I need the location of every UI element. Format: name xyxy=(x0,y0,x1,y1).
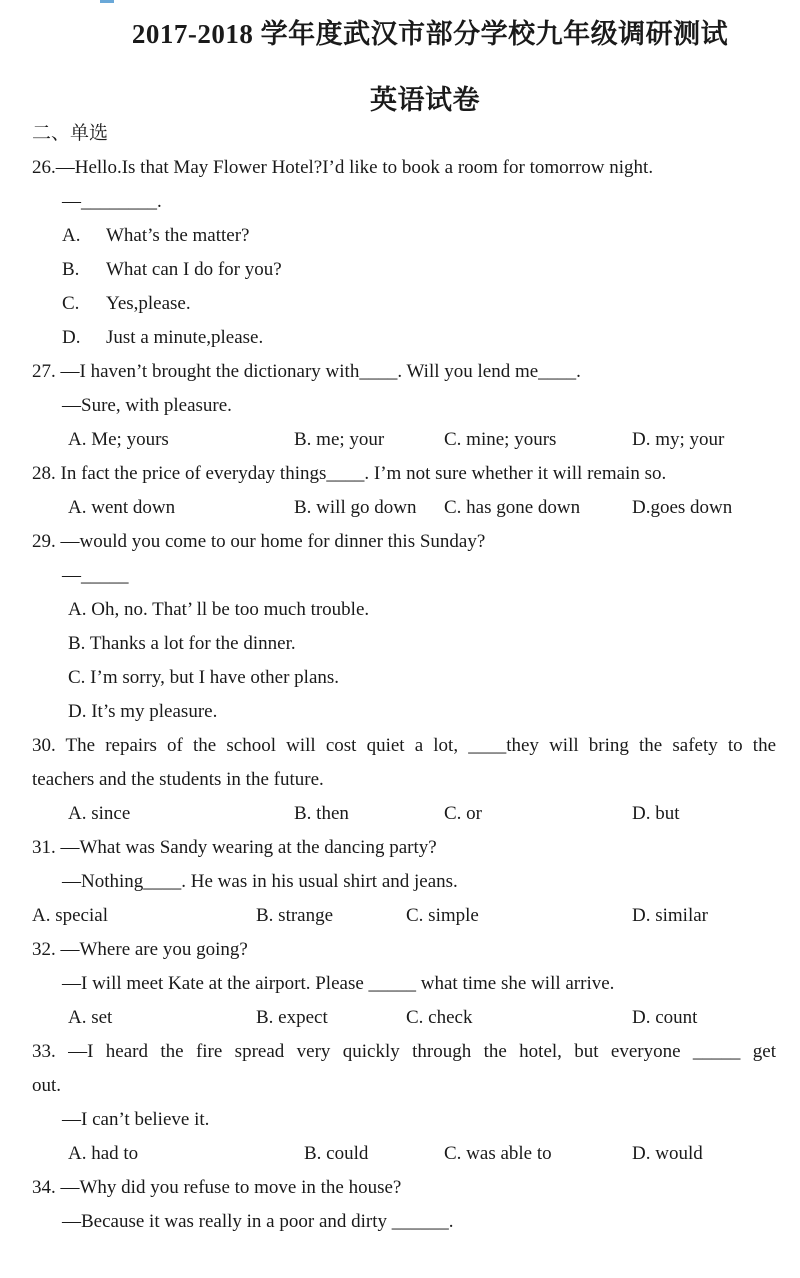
question-26-stem: 26.—Hello.Is that May Flower Hotel?I’d like to book a room for tomorrow night. xyxy=(32,157,654,178)
question-29-option-d[interactable]: D. It’s my pleasure. xyxy=(68,701,218,722)
question-31-option-a[interactable]: A. special xyxy=(32,905,108,926)
question-28-option-b[interactable]: B. will go down xyxy=(294,497,417,518)
question-32-stem: 32. —Where are you going? xyxy=(32,939,248,960)
question-33-option-b[interactable]: B. could xyxy=(304,1143,369,1164)
question-28-option-d[interactable]: D.goes down xyxy=(632,497,733,518)
question-33-option-c[interactable]: C. was able to xyxy=(444,1143,552,1164)
question-28-option-c[interactable]: C. has gone down xyxy=(444,497,581,518)
question-34-stem: 34. —Why did you refuse to move in the house? xyxy=(32,1177,402,1198)
question-27-stem: 27. —I haven’t brought the dictionary with____. Will you lend me____. xyxy=(32,361,581,382)
question-27-answer-line: —Sure, with pleasure. xyxy=(62,395,232,416)
question-30-stem-cont: teachers and the students in the future. xyxy=(32,769,324,790)
question-34-answer-line: —Because it was really in a poor and dirty ______. xyxy=(62,1211,454,1232)
question-32-option-b[interactable]: B. expect xyxy=(256,1007,328,1028)
scan-mark xyxy=(100,0,114,3)
question-31-stem: 31. —What was Sandy wearing at the dancing party? xyxy=(32,837,437,858)
question-31-option-d[interactable]: D. similar xyxy=(632,905,708,926)
question-32-option-a[interactable]: A. set xyxy=(68,1007,113,1028)
question-28-option-a[interactable]: A. went down xyxy=(68,497,176,518)
question-26-option-a[interactable]: A. What’s the matter? xyxy=(62,225,250,246)
question-27-option-b[interactable]: B. me; your xyxy=(294,429,385,450)
question-29-stem: 29. —would you come to our home for dinner this Sunday? xyxy=(32,531,486,552)
question-26-answer-line: —________. xyxy=(62,191,162,212)
question-31-option-c[interactable]: C. simple xyxy=(406,905,479,926)
question-32-option-d[interactable]: D. count xyxy=(632,1007,698,1028)
question-33-stem-cont: out. xyxy=(32,1075,62,1096)
page-subtitle: 英语试卷 xyxy=(370,85,480,115)
question-26-option-c[interactable]: C. Yes,please. xyxy=(62,293,191,314)
question-29-option-b[interactable]: B. Thanks a lot for the dinner. xyxy=(68,633,296,654)
question-27-option-c[interactable]: C. mine; yours xyxy=(444,429,557,450)
question-29-option-a[interactable]: A. Oh, no. That’ ll be too much trouble. xyxy=(68,599,370,620)
question-30-option-a[interactable]: A. since xyxy=(68,803,131,824)
question-32-answer-line: —I will meet Kate at the airport. Please _____ what time she will arrive. xyxy=(62,973,615,994)
question-30-stem: 30. The repairs of the school will cost quiet a lot, ____they will bring the safety to the xyxy=(32,735,776,756)
question-26-option-b[interactable]: B. What can I do for you? xyxy=(62,259,282,280)
question-27-option-a[interactable]: A. Me; yours xyxy=(68,429,169,450)
question-33-stem: 33. —I heard the fire spread very quickly through the hotel, but everyone _____ get xyxy=(32,1041,776,1062)
question-28-stem: 28. In fact the price of everyday things____. I’m not sure whether it will remain so. xyxy=(32,463,667,484)
question-27-option-d[interactable]: D. my; your xyxy=(632,429,725,450)
question-31-option-b[interactable]: B. strange xyxy=(256,905,334,926)
question-32-option-c[interactable]: C. check xyxy=(406,1007,473,1028)
question-26-option-d[interactable]: D. Just a minute,please. xyxy=(62,327,264,348)
question-30-option-c[interactable]: C. or xyxy=(444,803,482,824)
question-29-option-c[interactable]: C. I’m sorry, but I have other plans. xyxy=(68,667,340,688)
question-33-option-a[interactable]: A. had to xyxy=(68,1143,139,1164)
question-30-option-b[interactable]: B. then xyxy=(294,803,349,824)
question-31-answer-line: —Nothing____. He was in his usual shirt and jeans. xyxy=(62,871,458,892)
section-heading: 二、单选 xyxy=(32,123,109,144)
question-29-answer-line: —_____ xyxy=(62,565,129,586)
page-title: 2017-2018 学年度武汉市部分学校九年级调研测试 xyxy=(131,19,729,49)
question-30-option-d[interactable]: D. but xyxy=(632,803,680,824)
question-33-option-d[interactable]: D. would xyxy=(632,1143,703,1164)
question-33-answer-line: —I can’t believe it. xyxy=(62,1109,210,1130)
